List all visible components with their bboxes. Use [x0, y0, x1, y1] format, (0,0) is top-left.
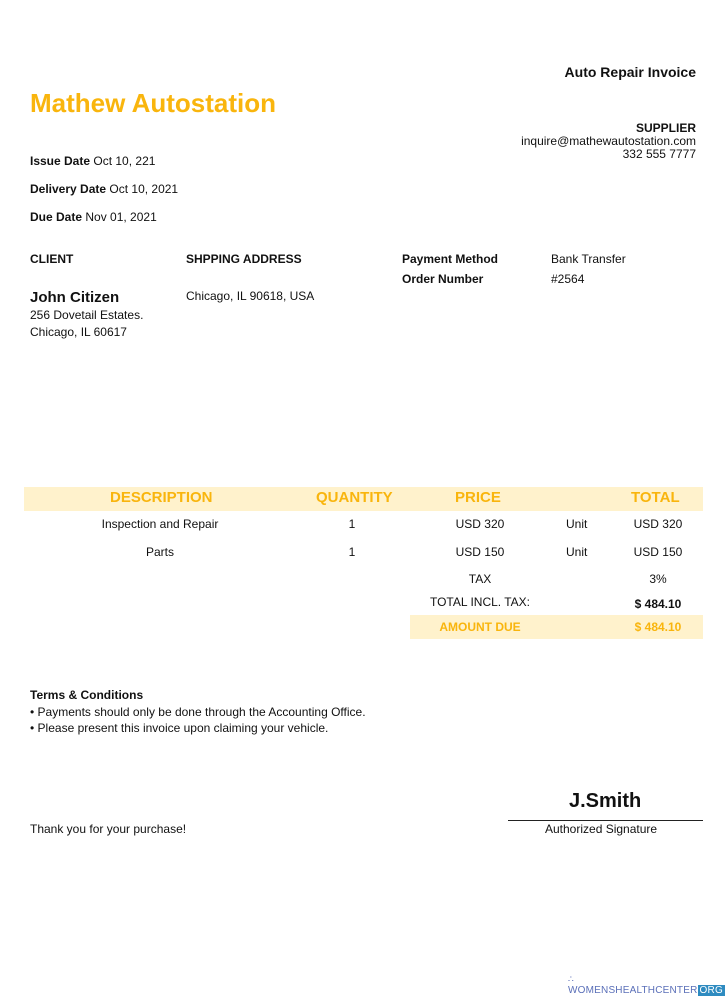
signature: J.Smith	[569, 790, 642, 812]
row-unit: Unit	[566, 517, 588, 531]
list-item: • Please present this invoice upon claiming your vehicle.	[30, 721, 329, 735]
payment-method-label: Payment Method	[402, 252, 499, 266]
row-description: Parts	[145, 545, 174, 559]
shipping-address: Chicago, IL 90618, USA	[186, 289, 315, 303]
due-date-label: Due Date	[30, 210, 83, 224]
header-description: DESCRIPTION	[110, 489, 213, 506]
terms-title: Terms & Conditions	[30, 688, 144, 702]
due-date-value: Nov 01, 2021	[85, 210, 157, 224]
client-address-line1: 256 Dovetail Estates.	[30, 308, 144, 322]
list-item: • Payments should only be done through the Accounting Office.	[30, 705, 366, 719]
supplier-phone: 332 555 7777	[622, 147, 696, 161]
shipping-heading: SHPPING ADDRESS	[186, 252, 302, 266]
payment-method-value: Bank Transfer	[551, 252, 626, 266]
order-number-label: Order Number	[402, 272, 484, 286]
row-price: USD 320	[455, 517, 505, 531]
issue-date-label: Issue Date	[30, 154, 91, 168]
terms-item-text: Please present this invoice upon claiming your vehicle.	[37, 721, 329, 735]
row-total: USD 150	[633, 545, 683, 559]
order-number-value: #2564	[551, 272, 585, 286]
document-title: Auto Repair Invoice	[564, 64, 696, 80]
total-incl-tax-value: $ 484.10	[634, 597, 682, 611]
row-unit: Unit	[566, 545, 588, 559]
tax-label: TAX	[468, 572, 492, 586]
supplier-email: inquire@mathewautostation.com	[521, 134, 696, 148]
amount-due-label: AMOUNT DUE	[439, 620, 521, 634]
footer-brand: WOMENSHEALTHCENTER	[568, 985, 698, 996]
delivery-date-row	[30, 182, 178, 196]
row-quantity: 1	[348, 517, 356, 531]
client-heading: CLIENT	[30, 252, 74, 266]
delivery-date-value: Oct 10, 2021	[109, 182, 179, 196]
dots-icon: ∴	[568, 974, 574, 984]
client-address	[30, 307, 143, 341]
footer-logo	[568, 974, 725, 996]
client-address-line2: Chicago, IL 60617	[30, 325, 127, 339]
delivery-date-label: Delivery Date	[30, 182, 107, 196]
due-date-row	[30, 210, 157, 224]
row-quantity: 1	[348, 545, 356, 559]
terms-list	[30, 704, 366, 736]
terms-item-text: Payments should only be done through the Accounting Office.	[37, 705, 366, 719]
signature-line	[508, 820, 703, 821]
footer-tld: ORG	[699, 985, 723, 996]
header-total: TOTAL	[631, 489, 680, 506]
amount-due-value: $ 484.10	[634, 620, 682, 634]
thank-you-note: Thank you for your purchase!	[30, 822, 187, 836]
row-price: USD 150	[455, 545, 505, 559]
tax-value: 3%	[649, 572, 667, 586]
supplier-block	[521, 122, 696, 161]
issue-date-value: Oct 10, 221	[93, 154, 156, 168]
row-total: USD 320	[633, 517, 683, 531]
row-description: Inspection and Repair	[101, 517, 219, 531]
header-price: PRICE	[455, 489, 501, 506]
signature-label: Authorized Signature	[545, 822, 658, 836]
company-name: Mathew Autostation	[30, 88, 277, 118]
header-quantity: QUANTITY	[316, 489, 393, 506]
total-incl-tax-label: TOTAL INCL. TAX:	[429, 595, 531, 609]
client-name: John Citizen	[30, 289, 120, 306]
issue-date-row	[30, 154, 155, 168]
supplier-label: SUPPLIER	[635, 121, 696, 135]
